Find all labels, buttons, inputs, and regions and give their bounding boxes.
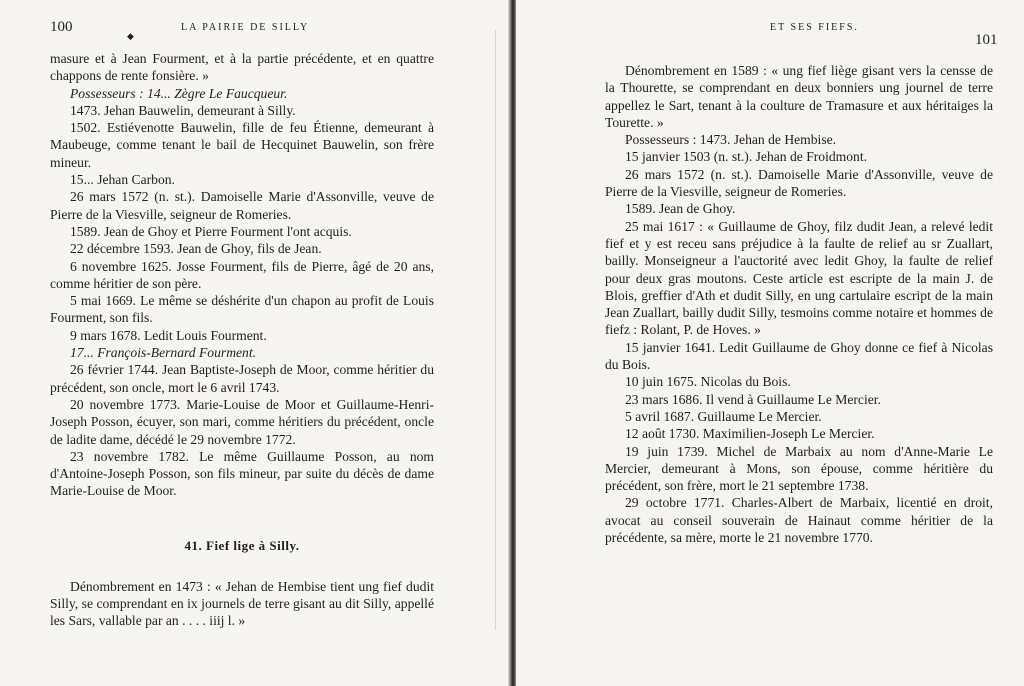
- left-page: [0, 0, 510, 686]
- paragraph: Possesseurs : 14... Zègre Le Faucqueur.: [70, 85, 288, 101]
- running-head-right: ET SES FIEFS.: [770, 22, 859, 33]
- paragraph: 23 mars 1686. Il vend à Guillaume Le Mercier.: [625, 391, 881, 407]
- paragraph: 1502. Estiévenotte Bauwelin, fille de feu Étienne, demeurant à Maubeuge, comme tenant le bail de Hecquinet Bauwelin, son frère mineur.: [50, 120, 434, 170]
- ink-speck: ◆: [127, 31, 134, 41]
- page-number-left: 100: [50, 19, 73, 35]
- paragraph: Dénombrement en 1589 : « ung fief liège gisant vers la censse de la Thourette, se comprendant en deux bonniers ung journel de terre appellez le Sart, tenant à la coulture de Tramasure et aux héritaiges la Tourette. »: [605, 63, 993, 130]
- paragraph: 12 août 1730. Maximilien-Joseph Le Mercier.: [625, 426, 875, 442]
- paragraph: 1589. Jean de Ghoy.: [625, 201, 736, 217]
- paragraph: 15 janvier 1641. Ledit Guillaume de Ghoy donne ce fief à Nicolas du Bois.: [605, 339, 993, 373]
- paragraph: 22 décembre 1593. Jean de Ghoy, fils de Jean.: [70, 241, 322, 257]
- paragraph: 1589. Jean de Ghoy et Pierre Fourment l'ont acquis.: [70, 223, 352, 239]
- page-number-right: 101: [975, 32, 998, 48]
- paragraph: 1473. Jehan Bauwelin, demeurant à Silly.: [70, 102, 296, 118]
- paragraph: Dénombrement en 1473 : « Jehan de Hembise tient ung fief dudit Silly, se comprendant en ix journels de terre gisant au dit Silly, appellé les Sars, vallable par an . . . . iiij l. »: [50, 578, 434, 629]
- paragraph: 15 janvier 1503 (n. st.). Jehan de Froidmont.: [625, 149, 868, 165]
- paragraph: 20 novembre 1773. Marie-Louise de Moor et Guillaume-Henri-Joseph Posson, écuyer, son mari, comme héritiers du précédent, oncle de ladite dame, décédé le 29 novembre 1772.: [50, 396, 434, 447]
- paragraph: 26 mars 1572 (n. st.). Damoiselle Marie d'Assonville, veuve de Pierre de la Viesville, seigneur de Romeries.: [605, 166, 993, 200]
- left-body-text: [50, 50, 434, 630]
- paragraph: 23 novembre 1782. Le même Guillaume Posson, au nom d'Antoine-Joseph Posson, son fils mineur, par suite du décès de dame Marie-Louise de Moor.: [50, 448, 434, 499]
- page-edge-line: [495, 30, 496, 630]
- paragraph: 25 mai 1617 : « Guillaume de Ghoy, filz dudit Jean, a relevé ledit fief et y est receu sans préjudice à la faulte de relief au sr Zuallart, bailly. Monseigneur a l'auctorité avec ledit Ghoy, la faulte de relief pour deux gras moutons. Ceste article est escripte de la main J. de Blois, greffier d'Ath et dudit Silly, en ung cartulaire escript de la main Jean Zuallart, bailly dudit Silly, tesmoins comme notaire et hommes de fiefz : Rolant, P. de Hoves. »: [605, 218, 993, 338]
- paragraph: 9 mars 1678. Ledit Louis Fourment.: [70, 327, 267, 343]
- running-head-left: LA PAIRIE DE SILLY: [181, 22, 310, 33]
- paragraph: 15... Jehan Carbon.: [70, 172, 175, 188]
- paragraph: 6 novembre 1625. Josse Fourment, fils de Pierre, âgé de 20 ans, comme héritier de son père.: [50, 258, 434, 291]
- paragraph: 10 juin 1675. Nicolas du Bois.: [625, 374, 791, 390]
- paragraph: 17... François-Bernard Fourment.: [70, 345, 257, 361]
- paragraph: 26 mars 1572 (n. st.). Damoiselle Marie d'Assonville, veuve de Pierre de la Viesville, seigneur de Romeries.: [50, 189, 434, 222]
- paragraph: Possesseurs : 1473. Jehan de Hembise.: [625, 132, 837, 148]
- paragraph: 5 avril 1687. Guillaume Le Mercier.: [625, 408, 822, 424]
- paragraph: 19 juin 1739. Michel de Marbaix au nom d'Anne-Marie Le Mercier, demeurant à Mons, son épouse, comme héritière du précédent, son frère, mort le 21 septembre 1738.: [605, 443, 993, 494]
- paragraph: masure et à Jean Fourment, et à la partie précédente, et en quattre chappons de rente fonsière. »: [50, 51, 434, 84]
- paragraph: 5 mai 1669. Le même se déshérite d'un chapon au profit de Louis Fourment, son fils.: [50, 293, 434, 326]
- paragraph: 26 février 1744. Jean Baptiste-Joseph de Moor, comme héritier du précédent, son oncle, mort le 6 avril 1743.: [50, 362, 434, 395]
- section-heading: 41. Fief lige à Silly.: [184, 537, 300, 553]
- paragraph: 29 octobre 1771. Charles-Albert de Marbaix, licentié en droit, avocat au conseil souverain de Hainaut comme héritier de la précédente, sa mère, morte le 21 novembre 1770.: [605, 495, 993, 546]
- right-body-text: [605, 62, 993, 546]
